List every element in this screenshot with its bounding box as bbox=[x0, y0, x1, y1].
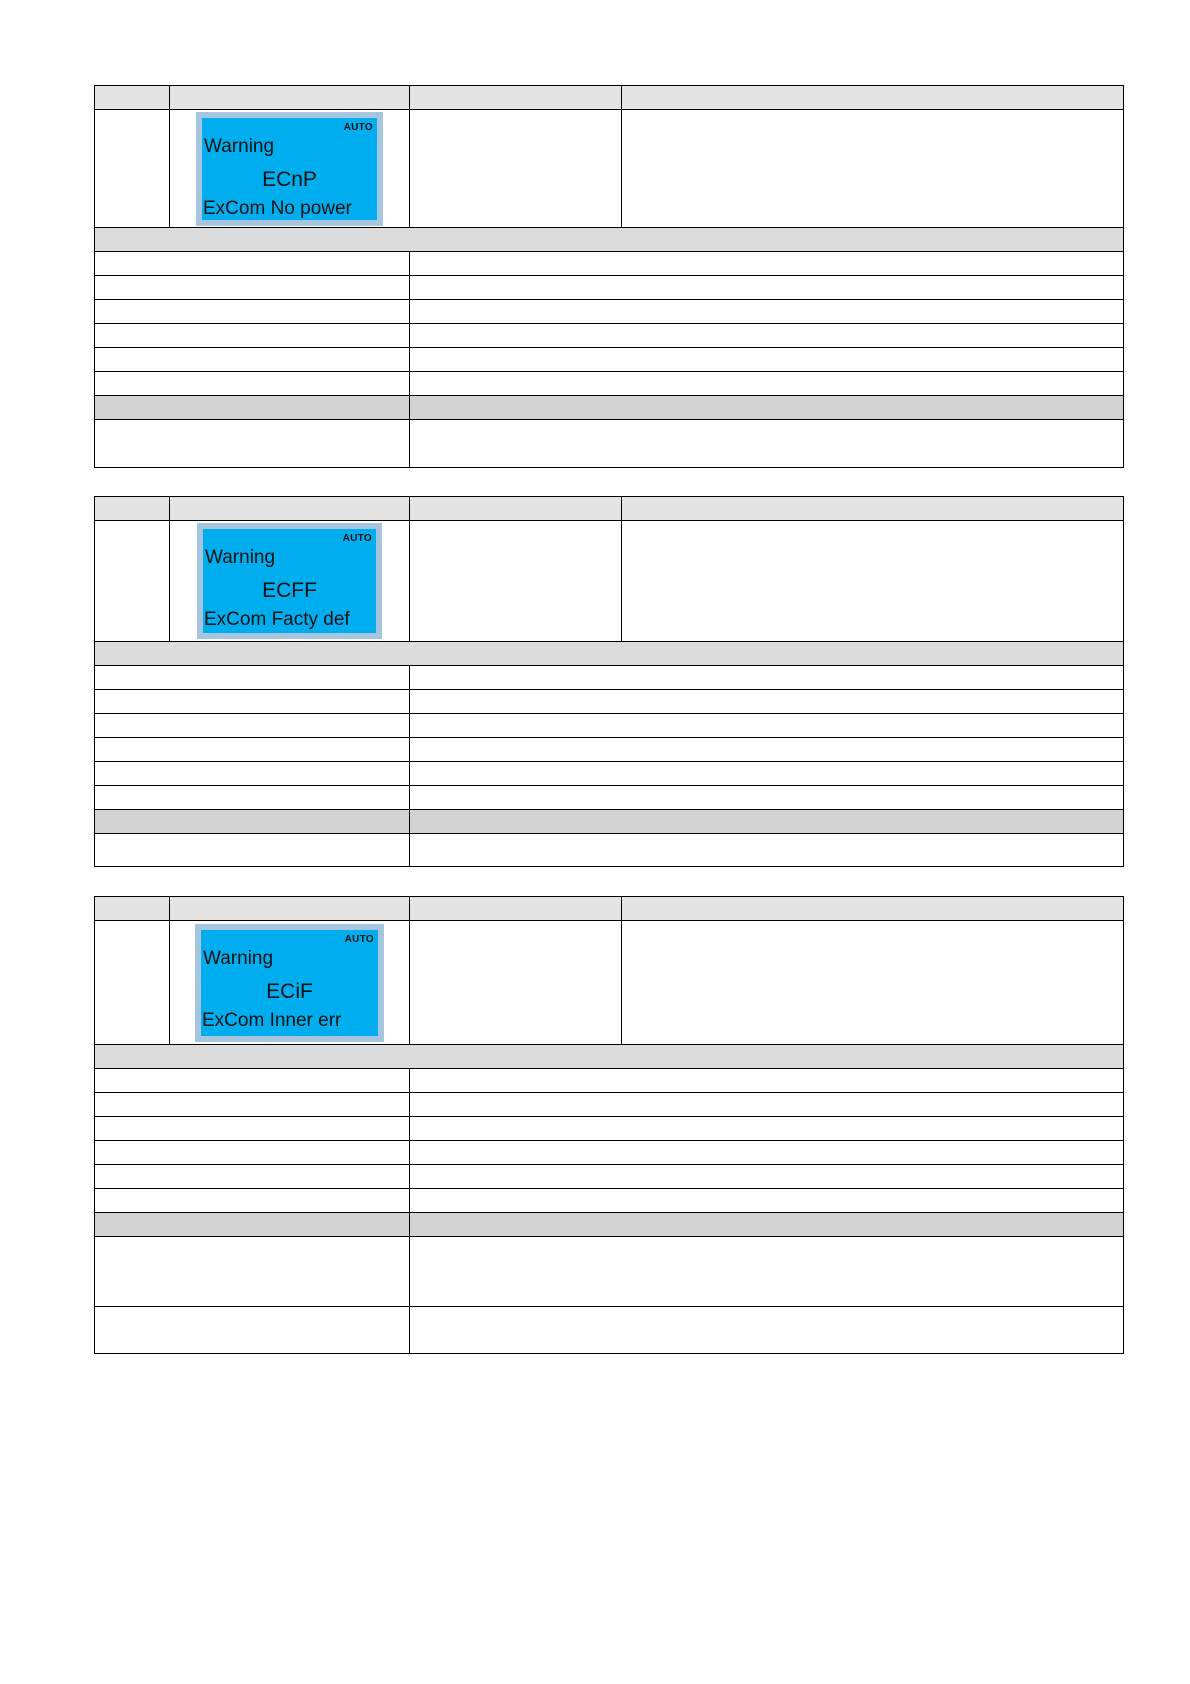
lcd-cell bbox=[170, 921, 410, 1045]
table-header-row bbox=[95, 86, 1124, 110]
auto-mode-badge: AUTO bbox=[342, 533, 372, 544]
lcd-warning-label: Warning bbox=[203, 947, 274, 969]
keypad-lcd-display bbox=[195, 924, 384, 1042]
header-cell bbox=[95, 897, 170, 921]
lcd-warning-code: ECnP bbox=[262, 167, 317, 191]
table-row bbox=[95, 324, 1124, 348]
table-row bbox=[95, 1117, 1124, 1141]
lcd-warning-code: ECFF bbox=[262, 579, 317, 602]
lcd-screen bbox=[201, 930, 378, 1036]
description-cell bbox=[622, 521, 1124, 642]
table-row bbox=[95, 420, 1124, 468]
lcd-warning-code: ECiF bbox=[266, 979, 313, 1003]
header-cell bbox=[622, 897, 1124, 921]
table-row bbox=[95, 252, 1124, 276]
table-row bbox=[95, 372, 1124, 396]
section-band bbox=[95, 1045, 1124, 1069]
header-cell bbox=[622, 497, 1124, 521]
id-cell bbox=[95, 521, 170, 642]
table-row bbox=[95, 834, 1124, 867]
lcd-warning-description: ExCom Inner err bbox=[202, 1009, 342, 1031]
table-row bbox=[95, 1069, 1124, 1093]
table-row bbox=[95, 300, 1124, 324]
warning-table-ecff bbox=[94, 496, 1124, 867]
display-row bbox=[95, 110, 1124, 228]
name-cell bbox=[410, 921, 622, 1045]
header-cell bbox=[410, 897, 622, 921]
lcd-screen bbox=[202, 118, 377, 220]
auto-mode-badge: AUTO bbox=[343, 121, 373, 133]
cause-action-header bbox=[95, 1213, 1124, 1237]
table-row bbox=[95, 1189, 1124, 1213]
header-cell bbox=[622, 86, 1124, 110]
table-row bbox=[95, 666, 1124, 690]
section-band bbox=[95, 228, 1124, 252]
keypad-lcd-display bbox=[196, 112, 383, 226]
table-row bbox=[95, 786, 1124, 810]
display-row bbox=[95, 921, 1124, 1045]
id-cell bbox=[95, 110, 170, 228]
lcd-cell bbox=[170, 110, 410, 228]
auto-mode-badge: AUTO bbox=[344, 933, 374, 945]
table-header-row bbox=[95, 497, 1124, 521]
table-row bbox=[95, 690, 1124, 714]
keypad-lcd-display bbox=[197, 523, 382, 639]
cause-action-header bbox=[95, 396, 1124, 420]
table-row bbox=[95, 1307, 1124, 1354]
table-row bbox=[95, 714, 1124, 738]
header-cell bbox=[95, 86, 170, 110]
cause-action-header bbox=[95, 810, 1124, 834]
name-cell bbox=[410, 110, 622, 228]
lcd-warning-description: ExCom Facty def bbox=[204, 609, 350, 630]
table-row bbox=[95, 1165, 1124, 1189]
description-cell bbox=[622, 110, 1124, 228]
lcd-warning-description: ExCom No power bbox=[203, 197, 352, 219]
table-row bbox=[95, 276, 1124, 300]
table-row bbox=[95, 1141, 1124, 1165]
description-cell bbox=[622, 921, 1124, 1045]
display-row bbox=[95, 521, 1124, 642]
table-row bbox=[95, 1237, 1124, 1307]
id-cell bbox=[95, 921, 170, 1045]
warning-table-ecif bbox=[94, 896, 1124, 1354]
table-row bbox=[95, 738, 1124, 762]
lcd-warning-label: Warning bbox=[205, 547, 276, 568]
table-row bbox=[95, 762, 1124, 786]
header-cell bbox=[410, 86, 622, 110]
table-row bbox=[95, 1093, 1124, 1117]
name-cell bbox=[410, 521, 622, 642]
header-cell bbox=[170, 897, 410, 921]
table-header-row bbox=[95, 897, 1124, 921]
header-cell bbox=[170, 86, 410, 110]
lcd-warning-label: Warning bbox=[204, 135, 275, 157]
lcd-cell bbox=[170, 521, 410, 642]
table-row bbox=[95, 348, 1124, 372]
header-cell bbox=[95, 497, 170, 521]
header-cell bbox=[410, 497, 622, 521]
header-cell bbox=[170, 497, 410, 521]
lcd-screen bbox=[203, 529, 376, 633]
section-band bbox=[95, 642, 1124, 666]
warning-table-ecnp bbox=[94, 85, 1124, 468]
